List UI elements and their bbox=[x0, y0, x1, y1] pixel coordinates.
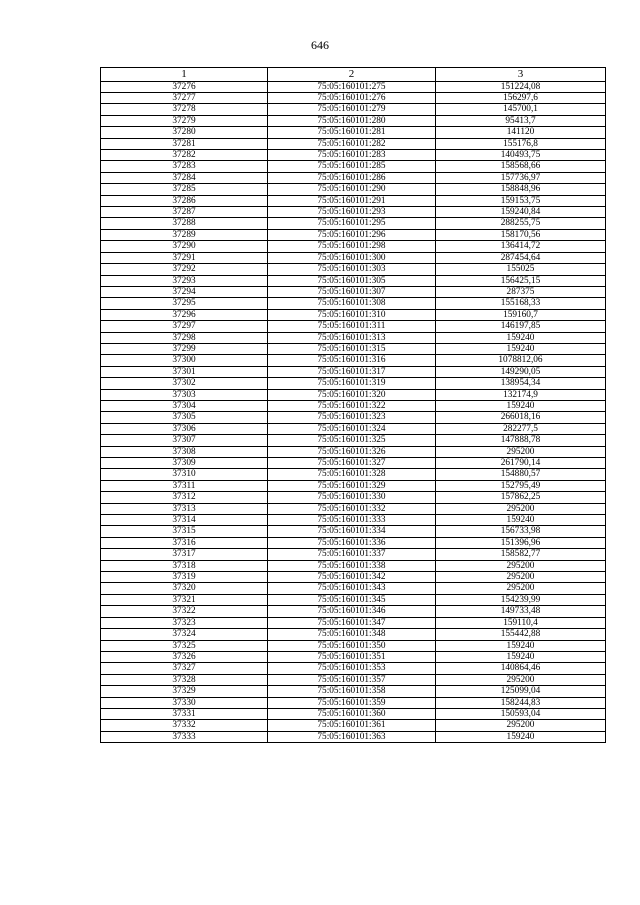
row-number-cell: 37322 bbox=[101, 606, 268, 617]
cadastral-number-cell: 75:05:160101:332 bbox=[268, 503, 436, 514]
cadastral-number-cell: 75:05:160101:310 bbox=[268, 309, 436, 320]
cadastral-number-cell: 75:05:160101:276 bbox=[268, 93, 436, 104]
row-number-cell: 37320 bbox=[101, 583, 268, 594]
row-number-cell: 37307 bbox=[101, 435, 268, 446]
row-number-cell: 37325 bbox=[101, 640, 268, 651]
table-row bbox=[101, 469, 606, 480]
row-number-cell: 37319 bbox=[101, 572, 268, 583]
value-cell: 159110,4 bbox=[436, 617, 606, 628]
value-cell: 159240 bbox=[436, 640, 606, 651]
value-cell: 155168,33 bbox=[436, 298, 606, 309]
table-row bbox=[101, 264, 606, 275]
row-number-cell: 37302 bbox=[101, 378, 268, 389]
value-cell: 159240 bbox=[436, 332, 606, 343]
row-number-cell: 37295 bbox=[101, 298, 268, 309]
table-row bbox=[101, 298, 606, 309]
row-number-cell: 37327 bbox=[101, 663, 268, 674]
row-number-cell: 37324 bbox=[101, 629, 268, 640]
table-row bbox=[101, 127, 606, 138]
row-number-cell: 37332 bbox=[101, 720, 268, 731]
row-number-cell: 37316 bbox=[101, 537, 268, 548]
value-cell: 159240 bbox=[436, 651, 606, 662]
value-cell: 136414,72 bbox=[436, 241, 606, 252]
row-number-cell: 37292 bbox=[101, 264, 268, 275]
table-row bbox=[101, 378, 606, 389]
cadastral-number-cell: 75:05:160101:338 bbox=[268, 560, 436, 571]
row-number-cell: 37318 bbox=[101, 560, 268, 571]
value-cell: 155176,8 bbox=[436, 138, 606, 149]
table-row bbox=[101, 309, 606, 320]
row-number-cell: 37284 bbox=[101, 172, 268, 183]
cadastral-number-cell: 75:05:160101:351 bbox=[268, 651, 436, 662]
value-cell: 295200 bbox=[436, 583, 606, 594]
value-cell: 159153,75 bbox=[436, 195, 606, 206]
value-cell: 159240 bbox=[436, 343, 606, 354]
table-row bbox=[101, 286, 606, 297]
cadastral-number-cell: 75:05:160101:325 bbox=[268, 435, 436, 446]
row-number-cell: 37312 bbox=[101, 492, 268, 503]
table-row bbox=[101, 651, 606, 662]
row-number-cell: 37293 bbox=[101, 275, 268, 286]
row-number-cell: 37328 bbox=[101, 674, 268, 685]
table-row bbox=[101, 617, 606, 628]
row-number-cell: 37317 bbox=[101, 549, 268, 560]
cadastral-number-cell: 75:05:160101:316 bbox=[268, 355, 436, 366]
row-number-cell: 37303 bbox=[101, 389, 268, 400]
table-row bbox=[101, 606, 606, 617]
row-number-cell: 37326 bbox=[101, 651, 268, 662]
row-number-cell: 37329 bbox=[101, 686, 268, 697]
cadastral-number-cell: 75:05:160101:286 bbox=[268, 172, 436, 183]
value-cell: 288255,75 bbox=[436, 218, 606, 229]
table-row bbox=[101, 229, 606, 240]
table-row bbox=[101, 218, 606, 229]
table-row bbox=[101, 503, 606, 514]
cadastral-number-cell: 75:05:160101:313 bbox=[268, 332, 436, 343]
table-row bbox=[101, 355, 606, 366]
table-row bbox=[101, 480, 606, 491]
row-number-cell: 37286 bbox=[101, 195, 268, 206]
table-row bbox=[101, 275, 606, 286]
cadastral-number-cell: 75:05:160101:281 bbox=[268, 127, 436, 138]
value-cell: 261790,14 bbox=[436, 458, 606, 469]
value-cell: 140493,75 bbox=[436, 150, 606, 161]
value-cell: 295200 bbox=[436, 674, 606, 685]
row-number-cell: 37311 bbox=[101, 480, 268, 491]
value-cell: 159240,84 bbox=[436, 207, 606, 218]
row-number-cell: 37333 bbox=[101, 731, 268, 742]
table-row bbox=[101, 435, 606, 446]
row-number-cell: 37314 bbox=[101, 515, 268, 526]
table-row bbox=[101, 731, 606, 742]
page-number: 646 bbox=[311, 38, 329, 52]
value-cell: 132174,9 bbox=[436, 389, 606, 400]
cadastral-number-cell: 75:05:160101:280 bbox=[268, 115, 436, 126]
value-cell: 158568,66 bbox=[436, 161, 606, 172]
value-cell: 125099,04 bbox=[436, 686, 606, 697]
cadastral-number-cell: 75:05:160101:285 bbox=[268, 161, 436, 172]
cadastral-number-cell: 75:05:160101:293 bbox=[268, 207, 436, 218]
cadastral-number-cell: 75:05:160101:323 bbox=[268, 412, 436, 423]
value-cell: 155442,88 bbox=[436, 629, 606, 640]
value-cell: 266018,16 bbox=[436, 412, 606, 423]
cadastral-number-cell: 75:05:160101:327 bbox=[268, 458, 436, 469]
value-cell: 151396,96 bbox=[436, 537, 606, 548]
table-row bbox=[101, 184, 606, 195]
cadastral-number-cell: 75:05:160101:298 bbox=[268, 241, 436, 252]
cadastral-number-cell: 75:05:160101:307 bbox=[268, 286, 436, 297]
table-row bbox=[101, 150, 606, 161]
row-number-cell: 37330 bbox=[101, 697, 268, 708]
table-row bbox=[101, 104, 606, 115]
cadastral-number-cell: 75:05:160101:291 bbox=[268, 195, 436, 206]
value-cell: 156425,15 bbox=[436, 275, 606, 286]
row-number-cell: 37280 bbox=[101, 127, 268, 138]
cadastral-number-cell: 75:05:160101:300 bbox=[268, 252, 436, 263]
row-number-cell: 37308 bbox=[101, 446, 268, 457]
cadastral-number-cell: 75:05:160101:358 bbox=[268, 686, 436, 697]
cadastral-number-cell: 75:05:160101:346 bbox=[268, 606, 436, 617]
cadastral-number-cell: 75:05:160101:315 bbox=[268, 343, 436, 354]
cadastral-number-cell: 75:05:160101:282 bbox=[268, 138, 436, 149]
table-row bbox=[101, 720, 606, 731]
cadastral-number-cell: 75:05:160101:296 bbox=[268, 229, 436, 240]
row-number-cell: 37321 bbox=[101, 594, 268, 605]
cadastral-number-cell: 75:05:160101:357 bbox=[268, 674, 436, 685]
cadastral-number-cell: 75:05:160101:275 bbox=[268, 81, 436, 92]
row-number-cell: 37291 bbox=[101, 252, 268, 263]
cadastral-number-cell: 75:05:160101:322 bbox=[268, 400, 436, 411]
table-row bbox=[101, 93, 606, 104]
table-row bbox=[101, 663, 606, 674]
cadastral-number-cell: 75:05:160101:342 bbox=[268, 572, 436, 583]
table-row bbox=[101, 640, 606, 651]
row-number-cell: 37310 bbox=[101, 469, 268, 480]
row-number-cell: 37289 bbox=[101, 229, 268, 240]
cadastral-number-cell: 75:05:160101:303 bbox=[268, 264, 436, 275]
table-row bbox=[101, 697, 606, 708]
row-number-cell: 37331 bbox=[101, 708, 268, 719]
value-cell: 287454,64 bbox=[436, 252, 606, 263]
row-number-cell: 37277 bbox=[101, 93, 268, 104]
cadastral-number-cell: 75:05:160101:330 bbox=[268, 492, 436, 503]
row-number-cell: 37315 bbox=[101, 526, 268, 537]
table-header bbox=[101, 68, 606, 82]
row-number-cell: 37306 bbox=[101, 423, 268, 434]
value-cell: 295200 bbox=[436, 446, 606, 457]
cadastral-number-cell: 75:05:160101:283 bbox=[268, 150, 436, 161]
table-row bbox=[101, 161, 606, 172]
cadastral-number-cell: 75:05:160101:333 bbox=[268, 515, 436, 526]
table-row bbox=[101, 138, 606, 149]
table-row bbox=[101, 537, 606, 548]
value-cell: 157736,97 bbox=[436, 172, 606, 183]
cadastral-number-cell: 75:05:160101:290 bbox=[268, 184, 436, 195]
value-cell: 156733,98 bbox=[436, 526, 606, 537]
cadastral-number-cell: 75:05:160101:328 bbox=[268, 469, 436, 480]
table-row bbox=[101, 321, 606, 332]
value-cell: 1078812,06 bbox=[436, 355, 606, 366]
table-row bbox=[101, 241, 606, 252]
cadastral-number-cell: 75:05:160101:359 bbox=[268, 697, 436, 708]
row-number-cell: 37301 bbox=[101, 366, 268, 377]
data-table bbox=[100, 67, 606, 743]
row-number-cell: 37285 bbox=[101, 184, 268, 195]
cadastral-number-cell: 75:05:160101:347 bbox=[268, 617, 436, 628]
table-row bbox=[101, 583, 606, 594]
table-row bbox=[101, 343, 606, 354]
table-row bbox=[101, 560, 606, 571]
row-number-cell: 37283 bbox=[101, 161, 268, 172]
value-cell: 141120 bbox=[436, 127, 606, 138]
row-number-cell: 37276 bbox=[101, 81, 268, 92]
row-number-cell: 37281 bbox=[101, 138, 268, 149]
cadastral-number-cell: 75:05:160101:320 bbox=[268, 389, 436, 400]
table-row bbox=[101, 708, 606, 719]
value-cell: 158244,83 bbox=[436, 697, 606, 708]
cadastral-number-cell: 75:05:160101:308 bbox=[268, 298, 436, 309]
value-cell: 140864,46 bbox=[436, 663, 606, 674]
cadastral-number-cell: 75:05:160101:360 bbox=[268, 708, 436, 719]
cadastral-number-cell: 75:05:160101:336 bbox=[268, 537, 436, 548]
header-row bbox=[101, 68, 606, 82]
cadastral-number-cell: 75:05:160101:353 bbox=[268, 663, 436, 674]
cadastral-number-cell: 75:05:160101:279 bbox=[268, 104, 436, 115]
value-cell: 147888,78 bbox=[436, 435, 606, 446]
table-row bbox=[101, 549, 606, 560]
value-cell: 295200 bbox=[436, 720, 606, 731]
table-row bbox=[101, 195, 606, 206]
row-number-cell: 37297 bbox=[101, 321, 268, 332]
table-row bbox=[101, 446, 606, 457]
value-cell: 159240 bbox=[436, 515, 606, 526]
value-cell: 149290,05 bbox=[436, 366, 606, 377]
value-cell: 145700,1 bbox=[436, 104, 606, 115]
cadastral-number-cell: 75:05:160101:361 bbox=[268, 720, 436, 731]
value-cell: 150593,04 bbox=[436, 708, 606, 719]
cadastral-number-cell: 75:05:160101:350 bbox=[268, 640, 436, 651]
table-row bbox=[101, 594, 606, 605]
table-row bbox=[101, 423, 606, 434]
row-number-cell: 37294 bbox=[101, 286, 268, 297]
cadastral-number-cell: 75:05:160101:324 bbox=[268, 423, 436, 434]
cadastral-number-cell: 75:05:160101:319 bbox=[268, 378, 436, 389]
table-row bbox=[101, 572, 606, 583]
value-cell: 158848,96 bbox=[436, 184, 606, 195]
value-cell: 95413,7 bbox=[436, 115, 606, 126]
row-number-cell: 37299 bbox=[101, 343, 268, 354]
table-row bbox=[101, 515, 606, 526]
table-row bbox=[101, 366, 606, 377]
row-number-cell: 37305 bbox=[101, 412, 268, 423]
value-cell: 152795,49 bbox=[436, 480, 606, 491]
row-number-cell: 37298 bbox=[101, 332, 268, 343]
value-cell: 295200 bbox=[436, 503, 606, 514]
row-number-cell: 37290 bbox=[101, 241, 268, 252]
cadastral-number-cell: 75:05:160101:345 bbox=[268, 594, 436, 605]
table-row bbox=[101, 526, 606, 537]
row-number-cell: 37304 bbox=[101, 400, 268, 411]
column-header-2: 2 bbox=[268, 68, 436, 82]
cadastral-number-cell: 75:05:160101:348 bbox=[268, 629, 436, 640]
table-row bbox=[101, 389, 606, 400]
row-number-cell: 37282 bbox=[101, 150, 268, 161]
value-cell: 154880,57 bbox=[436, 469, 606, 480]
row-number-cell: 37323 bbox=[101, 617, 268, 628]
table-body bbox=[101, 81, 606, 743]
cadastral-number-cell: 75:05:160101:334 bbox=[268, 526, 436, 537]
cadastral-number-cell: 75:05:160101:363 bbox=[268, 731, 436, 742]
row-number-cell: 37288 bbox=[101, 218, 268, 229]
value-cell: 287375 bbox=[436, 286, 606, 297]
value-cell: 154239,99 bbox=[436, 594, 606, 605]
row-number-cell: 37287 bbox=[101, 207, 268, 218]
row-number-cell: 37296 bbox=[101, 309, 268, 320]
value-cell: 282277,5 bbox=[436, 423, 606, 434]
column-header-3: 3 bbox=[436, 68, 606, 82]
table-row bbox=[101, 172, 606, 183]
cadastral-number-cell: 75:05:160101:317 bbox=[268, 366, 436, 377]
row-number-cell: 37313 bbox=[101, 503, 268, 514]
table-row bbox=[101, 492, 606, 503]
table-row bbox=[101, 81, 606, 92]
cadastral-number-cell: 75:05:160101:337 bbox=[268, 549, 436, 560]
table-row bbox=[101, 686, 606, 697]
cadastral-number-cell: 75:05:160101:311 bbox=[268, 321, 436, 332]
table-row bbox=[101, 400, 606, 411]
value-cell: 156297,6 bbox=[436, 93, 606, 104]
row-number-cell: 37309 bbox=[101, 458, 268, 469]
value-cell: 151224,08 bbox=[436, 81, 606, 92]
cadastral-number-cell: 75:05:160101:295 bbox=[268, 218, 436, 229]
cadastral-number-cell: 75:05:160101:305 bbox=[268, 275, 436, 286]
value-cell: 295200 bbox=[436, 560, 606, 571]
table-row bbox=[101, 458, 606, 469]
table-row bbox=[101, 115, 606, 126]
table-row bbox=[101, 674, 606, 685]
cadastral-number-cell: 75:05:160101:326 bbox=[268, 446, 436, 457]
value-cell: 158170,56 bbox=[436, 229, 606, 240]
value-cell: 159160,7 bbox=[436, 309, 606, 320]
value-cell: 146197,85 bbox=[436, 321, 606, 332]
table-row bbox=[101, 252, 606, 263]
value-cell: 157862,25 bbox=[436, 492, 606, 503]
table-row bbox=[101, 207, 606, 218]
value-cell: 159240 bbox=[436, 731, 606, 742]
table-row bbox=[101, 332, 606, 343]
column-header-1: 1 bbox=[101, 68, 268, 82]
value-cell: 155025 bbox=[436, 264, 606, 275]
value-cell: 158582,77 bbox=[436, 549, 606, 560]
cadastral-number-cell: 75:05:160101:343 bbox=[268, 583, 436, 594]
row-number-cell: 37278 bbox=[101, 104, 268, 115]
value-cell: 295200 bbox=[436, 572, 606, 583]
row-number-cell: 37300 bbox=[101, 355, 268, 366]
value-cell: 138954,34 bbox=[436, 378, 606, 389]
table-row bbox=[101, 629, 606, 640]
value-cell: 149733,48 bbox=[436, 606, 606, 617]
table-row bbox=[101, 412, 606, 423]
row-number-cell: 37279 bbox=[101, 115, 268, 126]
cadastral-number-cell: 75:05:160101:329 bbox=[268, 480, 436, 491]
value-cell: 159240 bbox=[436, 400, 606, 411]
